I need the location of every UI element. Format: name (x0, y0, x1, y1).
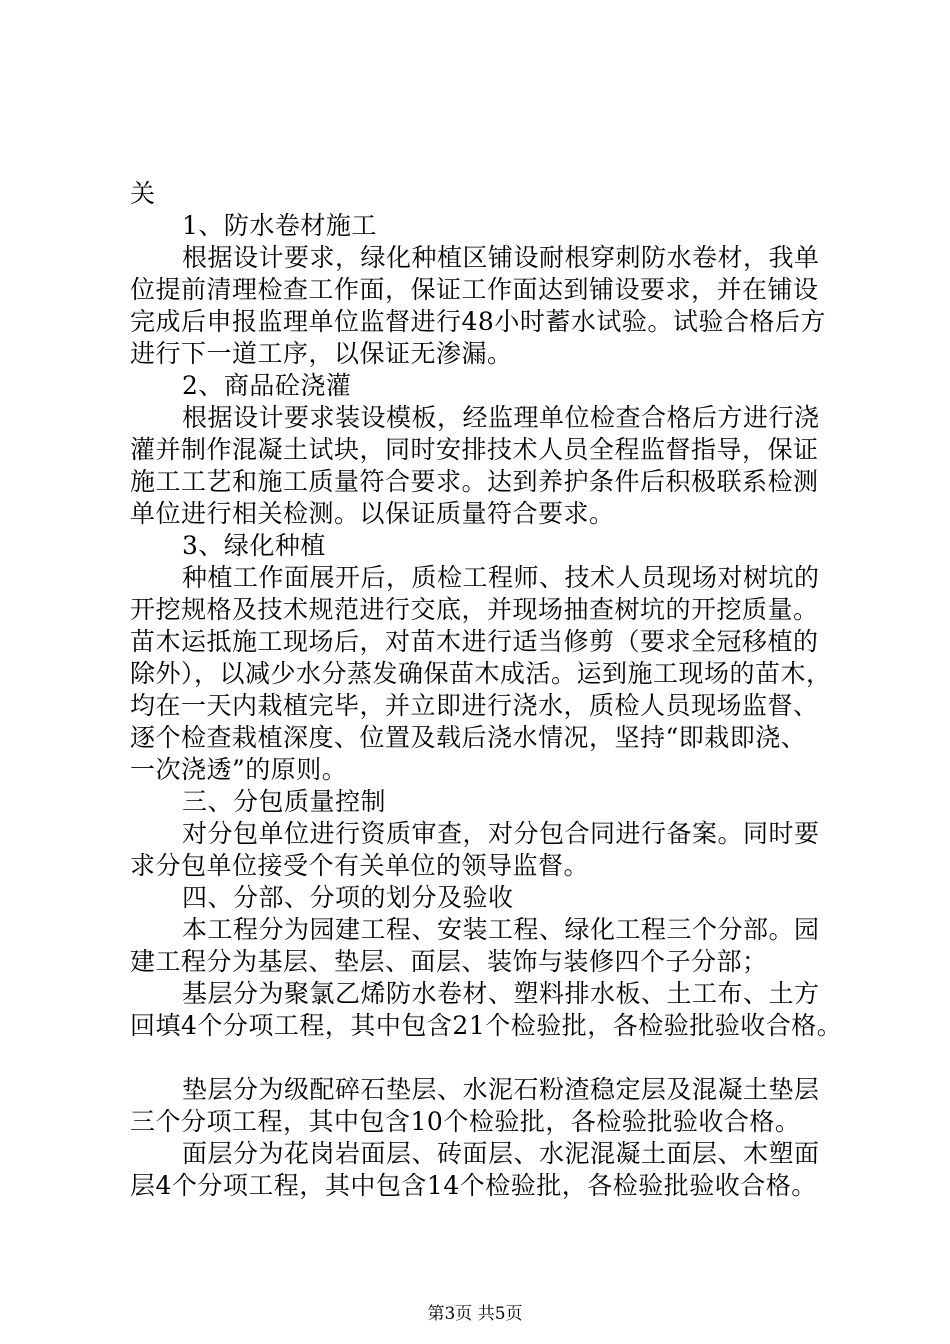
text-line: 种植工作面展开后，质检工程师、技术人员现场对树坑的 (182, 563, 820, 592)
text-line: 苗木运抵施工现场后，对苗木进行适当修剪（要求全冠移植的 (130, 627, 819, 656)
text-line: 基层分为聚氯乙烯防水卷材、塑料排水板、土工布、土方 (182, 979, 820, 1008)
text-line: 完成后申报监理单位监督进行48小时蓄水试验。试验合格后方 (130, 307, 826, 336)
text-line: 施工工艺和施工质量符合要求。达到养护条件后积极联系检测 (130, 467, 819, 496)
text-line: 三、分包质量控制 (182, 787, 387, 816)
blank-line (130, 1042, 850, 1074)
text-line: 均在一天内栽植完毕，并立即进行浇水，质检人员现场监督、 (130, 691, 819, 720)
text-line: 层4个分项工程，其中包含14个检验批，各检验批验收合格。 (130, 1171, 817, 1200)
text-line: 1、防水卷材施工 (182, 211, 377, 240)
page-footer: 第3页 共5页 (427, 1304, 523, 1324)
text-line: 三个分项工程，其中包含10个检验批，各检验批验收合格。 (130, 1107, 801, 1136)
text-line: 关 (130, 179, 156, 208)
text-line: 根据设计要求装设模板，经监理单位检查合格后方进行浇 (182, 403, 820, 432)
text-line: 位提前清理检查工作面，保证工作面达到铺设要求，并在铺设 (130, 275, 819, 304)
text-line: 灌并制作混凝土试块，同时安排技术人员全程监督指导，保证 (130, 435, 819, 464)
text-line: 求分包单位接受个有关单位的领导监督。 (130, 851, 590, 880)
text-line: 开挖规格及技术规范进行交底，并现场抽查树坑的开挖质量。 (130, 595, 819, 624)
text-line: 单位进行相关检测。以保证质量符合要求。 (130, 499, 615, 528)
text-line: 回填4个分项工程，其中包含21个检验批，各检验批验收合格。 (130, 1011, 843, 1040)
text-line: 除外），以减少水分蒸发确保苗木成活。运到施工现场的苗木， (130, 659, 832, 688)
text-line: 本工程分为园建工程、安装工程、绿化工程三个分部。园 (182, 915, 820, 944)
text-line: 建工程分为基层、垫层、面层、装饰与装修四个子分部； (130, 947, 768, 976)
text-line: 进行下一道工序，以保证无渗漏。 (130, 339, 513, 368)
text-line: 一次浇透”的原则。 (130, 755, 348, 784)
text-line: 垫层分为级配碎石垫层、水泥石粉渣稳定层及混凝土垫层 (182, 1075, 820, 1104)
text-line: 四、分部、分项的划分及验收 (182, 883, 514, 912)
text-line: 根据设计要求，绿化种植区铺设耐根穿刺防水卷材，我单 (182, 243, 820, 272)
text-line: 3、绿化种植 (182, 531, 326, 560)
text-line: 面层分为花岗岩面层、砖面层、水泥混凝土面层、木塑面 (182, 1139, 820, 1168)
text-line: 逐个检查栽植深度、位置及载后浇水情况，坚持“即栽即浇、 (130, 723, 807, 752)
text-line: 2、商品砼浇灌 (182, 371, 352, 400)
document-body (130, 178, 850, 1202)
text-line: 对分包单位进行资质审查，对分包合同进行备案。同时要 (182, 819, 820, 848)
